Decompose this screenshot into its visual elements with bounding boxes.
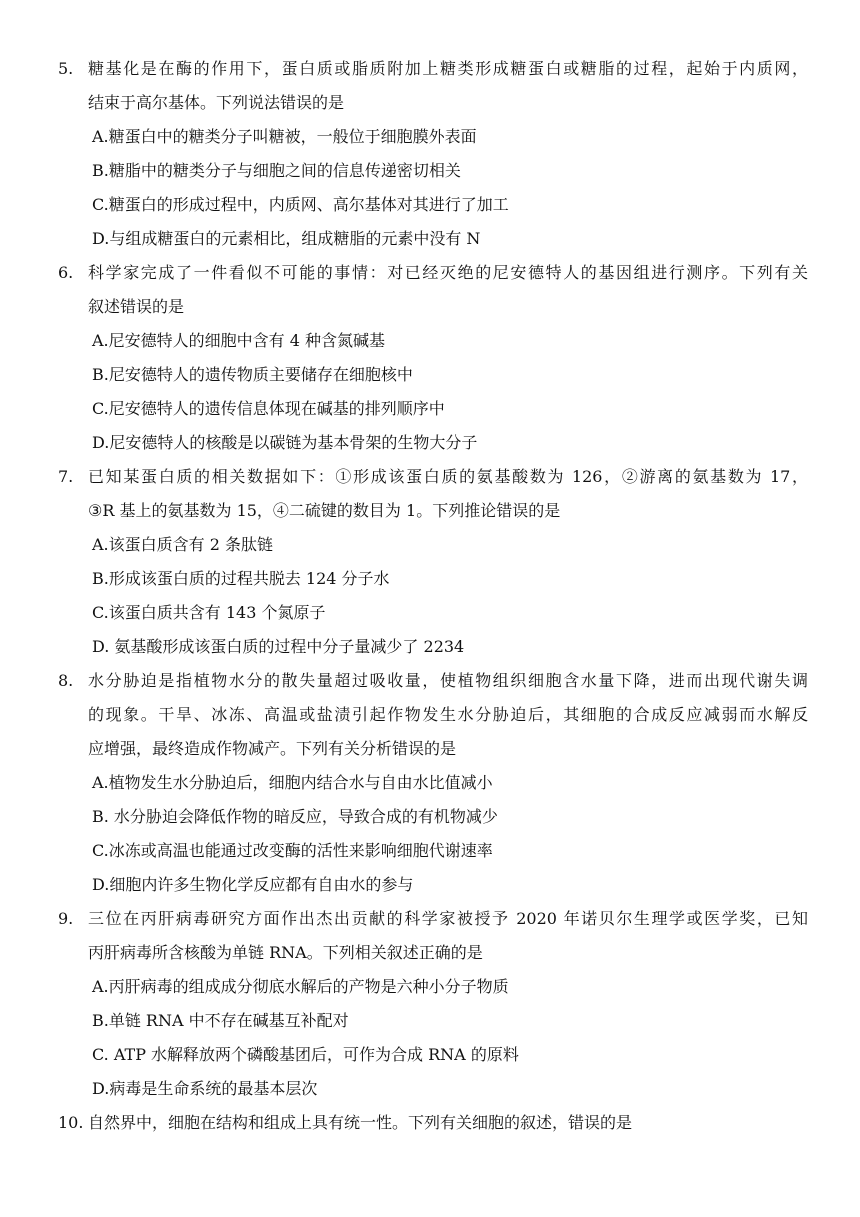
option-b: B.单链 RNA 中不存在碱基互补配对: [92, 1011, 349, 1030]
question-number: 7.: [58, 467, 74, 486]
option-a: A.尼安德特人的细胞中含有 4 种含氮碱基: [92, 331, 385, 350]
question-stem-line: 糖基化是在酶的作用下，蛋白质或脂质附加上糖类形成糖蛋白或糖脂的过程，起始于内质网，: [88, 59, 808, 78]
question-stem-line: 水分胁迫是指植物水分的散失量超过吸收量，使植物组织细胞含水量下降，进而出现代谢失调: [88, 671, 808, 690]
question-stem-line: 的现象。干旱、冰冻、高温或盐渍引起作物发生水分胁迫后，其细胞的合成反应减弱而水解反: [88, 705, 808, 724]
option-b: B. 水分胁迫会降低作物的暗反应，导致合成的有机物减少: [92, 807, 498, 826]
option-d: D.与组成糖蛋白的元素相比，组成糖脂的元素中没有 N: [92, 229, 481, 248]
question-number: 5.: [58, 59, 74, 78]
option-a: A.糖蛋白中的糖类分子叫糖被，一般位于细胞膜外表面: [92, 127, 477, 146]
question-stem-line: 自然界中，细胞在结构和组成上具有统一性。下列有关细胞的叙述，错误的是: [88, 1113, 633, 1132]
question-number: 6.: [58, 263, 74, 282]
option-b: B.尼安德特人的遗传物质主要储存在细胞核中: [92, 365, 413, 384]
option-c: C. ATP 水解释放两个磷酸基团后，可作为合成 RNA 的原料: [92, 1045, 519, 1064]
option-c: C.冰冻或高温也能通过改变酶的活性来影响细胞代谢速率: [92, 841, 493, 860]
option-d: D.细胞内许多生物化学反应都有自由水的参与: [92, 875, 414, 894]
question-stem-line: 丙肝病毒所含核酸为单链 RNA。下列相关叙述正确的是: [88, 943, 483, 962]
question-stem-line: ③R 基上的氨基数为 15，④二硫键的数目为 1。下列推论错误的是: [88, 501, 561, 520]
question-stem-line: 已知某蛋白质的相关数据如下：①形成该蛋白质的氨基酸数为 126，②游离的氨基数为 17，: [88, 467, 808, 486]
question-stem-line: 结束于高尔基体。下列说法错误的是: [88, 93, 345, 112]
question-number: 10.: [58, 1113, 84, 1132]
question-stem-line: 应增强，最终造成作物减产。下列有关分析错误的是: [88, 739, 457, 758]
question-number: 8.: [58, 671, 74, 690]
option-c: C.该蛋白质共含有 143 个氮原子: [92, 603, 326, 622]
option-d: D.尼安德特人的核酸是以碳链为基本骨架的生物大分子: [92, 433, 478, 452]
question-stem-line: 叙述错误的是: [88, 297, 185, 316]
option-c: C.糖蛋白的形成过程中，内质网、高尔基体对其进行了加工: [92, 195, 509, 214]
option-b: B.糖脂中的糖类分子与细胞之间的信息传递密切相关: [92, 161, 461, 180]
option-d: D.病毒是生命系统的最基本层次: [92, 1079, 318, 1098]
option-c: C.尼安德特人的遗传信息体现在碱基的排列顺序中: [92, 399, 445, 418]
question-stem-line: 三位在丙肝病毒研究方面作出杰出贡献的科学家被授予 2020 年诺贝尔生理学或医学奖，已知: [88, 909, 808, 928]
option-b: B.形成该蛋白质的过程共脱去 124 分子水: [92, 569, 390, 588]
question-number: 9.: [58, 909, 74, 928]
option-a: A.该蛋白质含有 2 条肽链: [92, 535, 273, 554]
option-d: D. 氨基酸形成该蛋白质的过程中分子量减少了 2234: [92, 637, 465, 656]
option-a: A.植物发生水分胁迫后，细胞内结合水与自由水比值减小: [92, 773, 493, 792]
option-a: A.丙肝病毒的组成成分彻底水解后的产物是六种小分子物质: [92, 977, 509, 996]
question-stem-line: 科学家完成了一件看似不可能的事情：对已经灭绝的尼安德特人的基因组进行测序。下列有关: [88, 263, 808, 282]
